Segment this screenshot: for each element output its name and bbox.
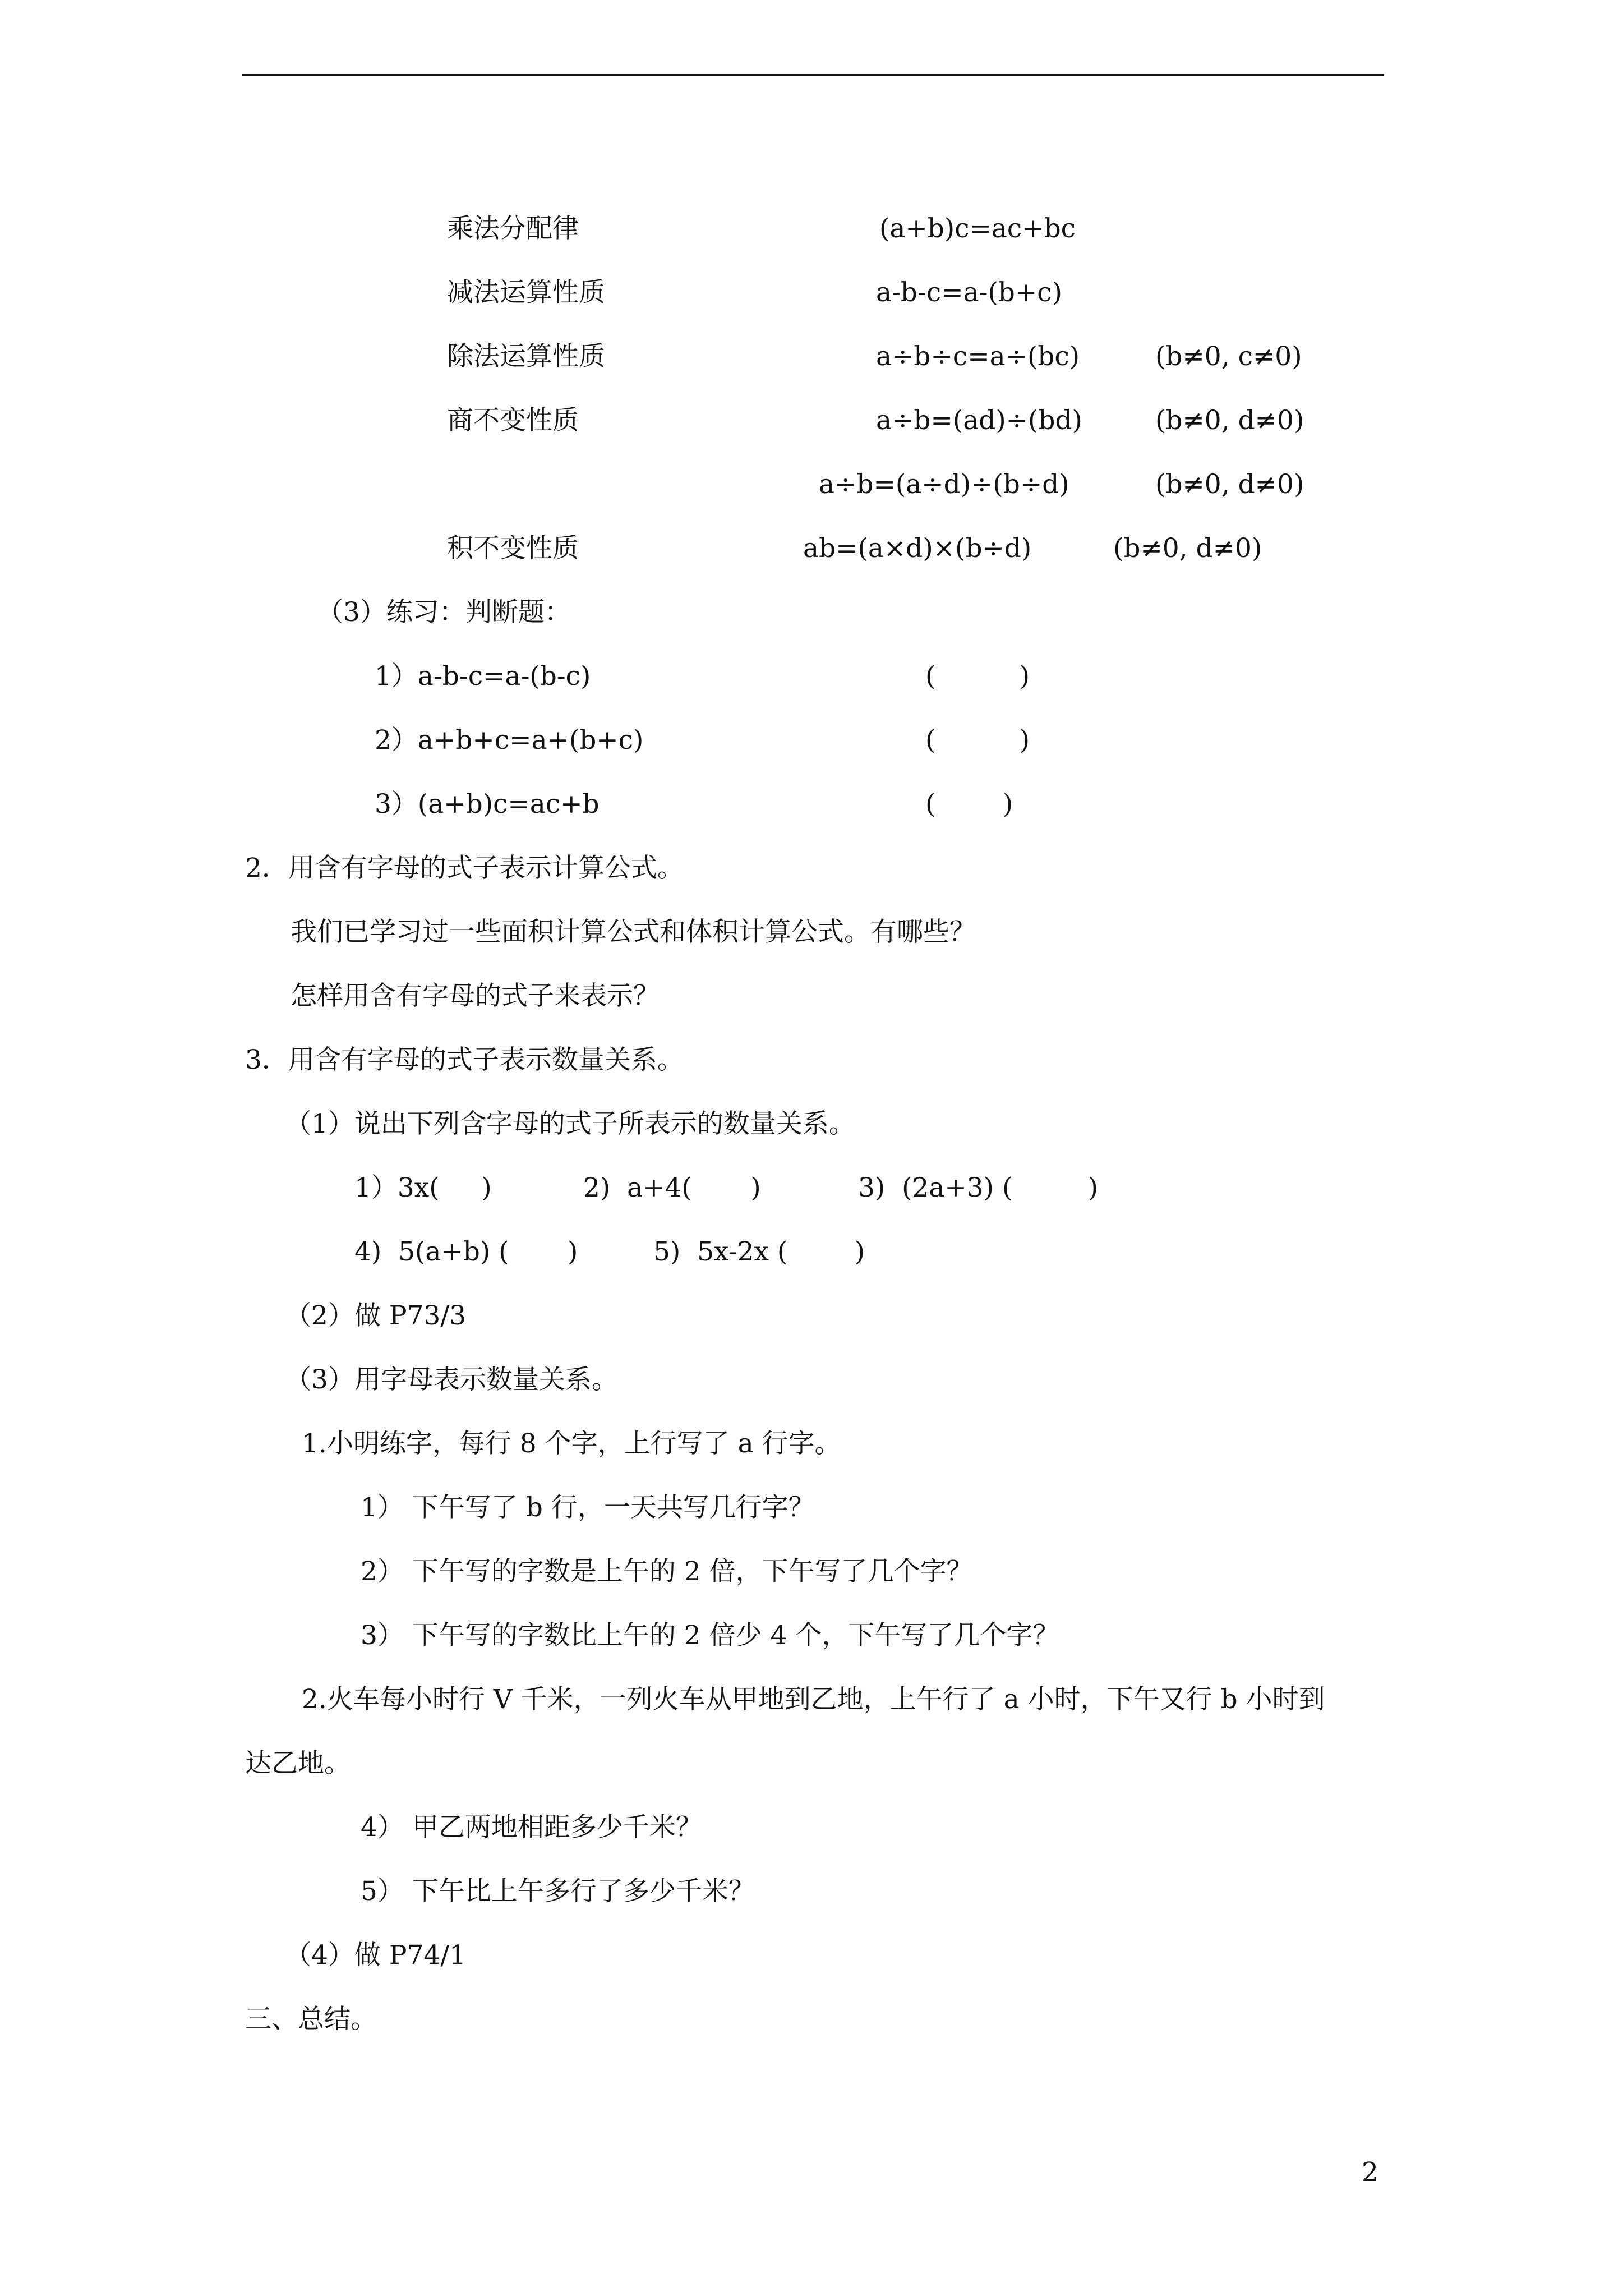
page-number: 2: [1362, 2157, 1378, 2188]
property-condition: (b≠0, d≠0): [1113, 533, 1262, 564]
problem-question: 3） 下午写的字数比上午的 2 倍少 4 个，下午写了几个字？: [361, 1620, 1059, 1651]
property-name: 乘法分配律: [447, 213, 579, 244]
judgment-item: 1）a-b-c=a-(b-c): [375, 661, 591, 692]
section-heading: 三、总结。: [245, 2004, 377, 2035]
expression-item: 3) (2a+3) ( ): [858, 1172, 1099, 1203]
word-problem: 1.小明练字，每行 8 个字，上行写了 a 行字。: [302, 1428, 841, 1459]
answer-blank: ( ): [925, 789, 1013, 820]
answer-blank: ( ): [925, 725, 1030, 756]
subsection-heading: （4）做 P74/1: [285, 1940, 467, 1971]
subsection-heading: （3）用字母表示数量关系。: [285, 1364, 618, 1395]
property-formula: (a+b)c=ac+bc: [879, 213, 1076, 244]
problem-question: 2） 下午写的字数是上午的 2 倍，下午写了几个字？: [361, 1556, 973, 1587]
subsection-heading: （1）说出下列含字母的式子所表示的数量关系。: [285, 1108, 855, 1139]
expression-item: 5) 5x-2x ( ): [653, 1236, 865, 1267]
section-heading: 2．用含有字母的式子表示计算公式。: [245, 853, 684, 884]
problem-question: 5） 下午比上午多行了多少千米？: [361, 1876, 755, 1907]
property-name: 除法运算性质: [447, 341, 605, 372]
word-problem: 达乙地。: [245, 1748, 351, 1779]
section-heading: 3．用含有字母的式子表示数量关系。: [245, 1045, 684, 1075]
judgment-item: 3）(a+b)c=ac+b: [375, 789, 600, 820]
expression-item: 2) a+4( ): [583, 1172, 761, 1203]
paragraph-line: 我们已学习过一些面积计算公式和体积计算公式。有哪些？: [291, 917, 976, 947]
answer-blank: ( ): [925, 661, 1030, 692]
property-formula: a÷b÷c=a÷(bc): [876, 341, 1080, 372]
problem-question: 4） 甲乙两地相距多少千米？: [361, 1812, 702, 1843]
property-formula: a÷b=(a÷d)÷(b÷d): [819, 469, 1069, 500]
property-name: 减法运算性质: [447, 277, 605, 308]
property-formula: ab=(a×d)×(b÷d): [803, 533, 1032, 564]
property-condition: (b≠0, d≠0): [1155, 469, 1304, 500]
exercise-title: （3）练习：判断题：: [317, 597, 571, 628]
judgment-item: 2）a+b+c=a+(b+c): [375, 725, 644, 756]
expression-item: 4) 5(a+b) ( ): [354, 1236, 578, 1267]
property-formula: a-b-c=a-(b+c): [876, 277, 1062, 308]
expression-item: 1）3x( ): [354, 1172, 492, 1203]
problem-question: 1） 下午写了 b 行，一天共写几行字？: [361, 1492, 815, 1523]
subsection-heading: （2）做 P73/3: [285, 1300, 467, 1331]
paragraph-line: 怎样用含有字母的式子来表示？: [291, 981, 660, 1011]
word-problem: 2.火车每小时行 V 千米，一列火车从甲地到乙地，上午行了 a 小时，下午又行 b 小时到: [302, 1684, 1325, 1715]
property-condition: (b≠0, c≠0): [1155, 341, 1302, 372]
property-name: 积不变性质: [447, 533, 579, 564]
header-rule: [242, 74, 1384, 76]
property-condition: (b≠0, d≠0): [1155, 405, 1304, 436]
property-name: 商不变性质: [447, 405, 579, 436]
property-formula: a÷b=(ad)÷(bd): [876, 405, 1082, 436]
